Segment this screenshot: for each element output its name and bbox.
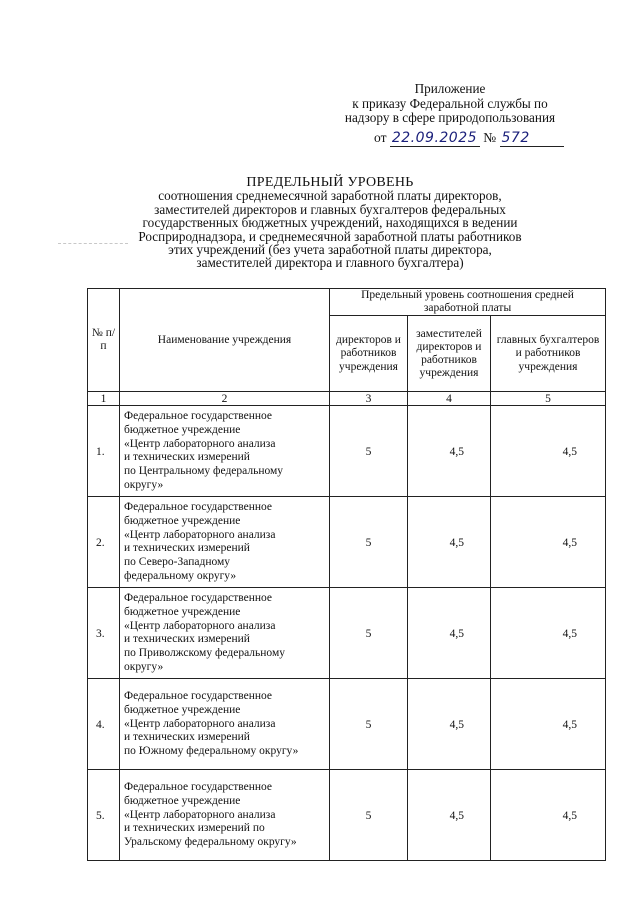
row-name-line: и технических измерений: [124, 542, 250, 555]
row-name-line: бюджетное учреждение: [124, 423, 241, 436]
row-name-line: округу»: [124, 479, 164, 491]
row-name: [120, 679, 330, 770]
row-name-line: «Центр лабораторного анализа: [124, 528, 276, 541]
header-group: Предельный уровень соотношения средней заработной платы: [330, 289, 606, 316]
table-row: [88, 588, 606, 679]
title-heading: ПРЕДЕЛЬНЫЙ УРОВЕНЬ: [246, 175, 414, 190]
column-number: 5: [491, 392, 606, 406]
table-row: [88, 497, 606, 588]
row-name-line: и технических измерений по: [124, 822, 265, 835]
row-name-line: по Южному федеральному округу»: [124, 745, 299, 758]
value-directors: 5: [330, 497, 408, 588]
row-name-line: и технических измерений: [124, 451, 250, 464]
value-accountants: 4,5: [491, 497, 606, 588]
header-accountants: главных бухгалтеров и работников учреждения: [491, 316, 606, 392]
appendix-block: [300, 82, 600, 126]
row-name: [120, 588, 330, 679]
row-name-line: округу»: [124, 661, 164, 673]
header-name: Наименование учреждения: [120, 289, 330, 392]
margin-mark: [58, 243, 128, 244]
value-accountants: 4,5: [491, 588, 606, 679]
column-number: 1: [88, 392, 120, 406]
row-index: 5.: [88, 770, 120, 861]
value-deputies: 4,5: [408, 497, 491, 588]
value-accountants: 4,5: [491, 406, 606, 497]
row-name-line: бюджетное учреждение: [124, 514, 241, 527]
row-index: 4.: [88, 679, 120, 770]
order-date-handwritten: 22.09.2025: [390, 130, 480, 147]
value-directors: 5: [330, 679, 408, 770]
row-name-line: Федеральное государственное: [124, 780, 273, 793]
title-line: Росприроднадзора, и среднемесячной заработной платы работников: [138, 228, 522, 244]
order-number-label: №: [483, 130, 497, 145]
header-directors: директоров и работников учреждения: [330, 316, 408, 392]
title-line: соотношения среднемесячной заработной платы директоров,: [158, 188, 502, 204]
row-name-line: Федеральное государственное: [124, 501, 273, 514]
row-name-line: «Центр лабораторного анализа: [124, 717, 276, 730]
row-name-line: бюджетное учреждение: [124, 703, 241, 716]
order-prefix: от: [374, 130, 387, 145]
row-name: [120, 497, 330, 588]
value-directors: 5: [330, 588, 408, 679]
row-name-line: Уральскому федеральному округу»: [124, 836, 297, 849]
header-deputies: заместителей директоров и работников учреждения: [408, 316, 491, 392]
table-row: [88, 406, 606, 497]
row-name-line: и технических измерений: [124, 633, 250, 646]
row-name-line: бюджетное учреждение: [124, 605, 241, 618]
order-reference: [374, 130, 604, 147]
title-line: заместителей директора и главного бухгалтера): [196, 255, 464, 271]
table-row: [88, 770, 606, 861]
value-directors: 5: [330, 406, 408, 497]
value-accountants: 4,5: [491, 770, 606, 861]
order-number-handwritten: 572: [500, 130, 564, 147]
value-deputies: 4,5: [408, 588, 491, 679]
title-line: этих учреждений (без учета заработной платы директора,: [168, 242, 492, 258]
row-name-line: по Северо-Западному: [124, 556, 231, 569]
row-index: 2.: [88, 497, 120, 588]
value-accountants: 4,5: [491, 679, 606, 770]
title-line: государственных бюджетных учреждений, находящихся в ведении: [142, 215, 518, 231]
row-name: [120, 406, 330, 497]
value-directors: 5: [330, 770, 408, 861]
column-number-row: [88, 392, 606, 406]
table-row: [88, 679, 606, 770]
value-deputies: 4,5: [408, 679, 491, 770]
row-name-line: федеральному округу»: [124, 570, 237, 582]
limits-table: [87, 288, 606, 861]
row-name-line: Федеральное государственное: [124, 592, 273, 605]
column-number: 2: [120, 392, 330, 406]
row-index: 3.: [88, 588, 120, 679]
row-name: [120, 770, 330, 861]
row-index: 1.: [88, 406, 120, 497]
row-name-line: Федеральное государственное: [124, 689, 273, 702]
appendix-line: к приказу Федеральной службы по: [352, 95, 548, 111]
row-name-line: по Приволжскому федеральному: [124, 647, 285, 660]
row-name-line: «Центр лабораторного анализа: [124, 619, 276, 632]
value-deputies: 4,5: [408, 770, 491, 861]
column-number: 4: [408, 392, 491, 406]
document-title: [60, 176, 600, 270]
header-number: № п/п: [88, 289, 120, 392]
row-name-line: «Центр лабораторного анализа: [124, 808, 276, 821]
value-deputies: 4,5: [408, 406, 491, 497]
row-name-line: по Центральному федеральному: [124, 465, 284, 478]
appendix-line: Приложение: [414, 81, 486, 96]
row-name-line: «Центр лабораторного анализа: [124, 437, 276, 450]
title-line: заместителей директоров и главных бухгалтеров федеральных: [154, 201, 506, 217]
column-number: 3: [330, 392, 408, 406]
row-name-line: и технических измерений: [124, 731, 250, 744]
row-name-line: Федеральное государственное: [124, 410, 273, 423]
appendix-line: надзору в сфере природопользования: [344, 110, 556, 125]
row-name-line: бюджетное учреждение: [124, 794, 241, 807]
